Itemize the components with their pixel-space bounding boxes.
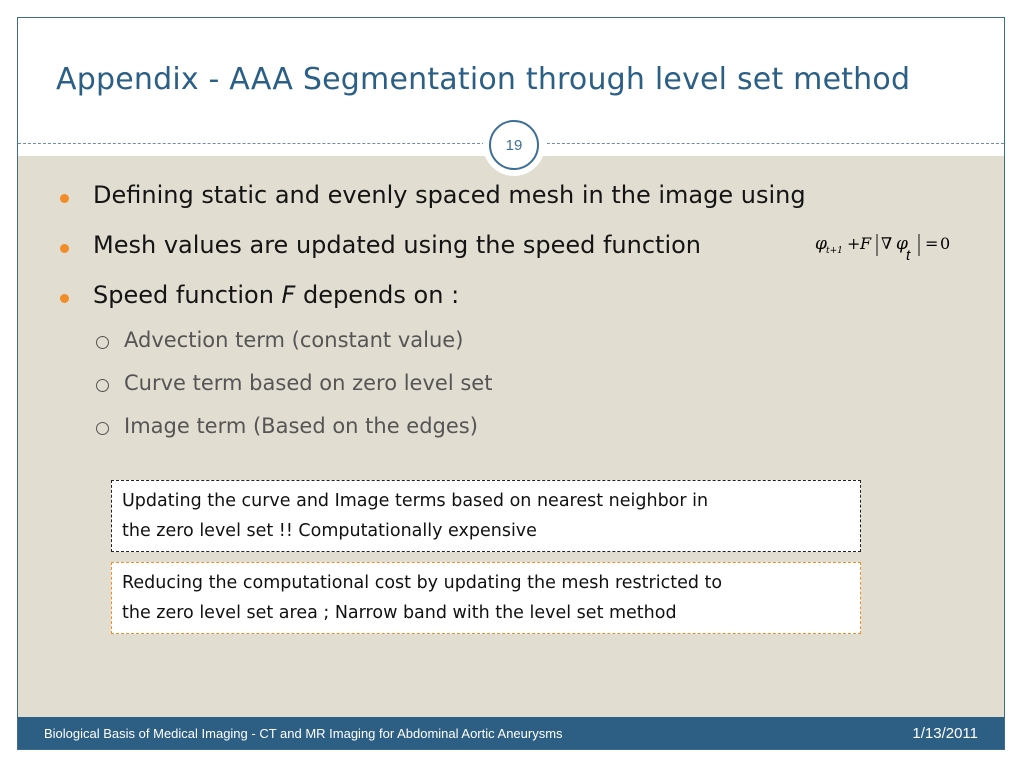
- sub-bullet-text: Curve term based on zero level set: [124, 371, 493, 395]
- note-box-line: Updating the curve and Image terms based on nearest neighbor in: [122, 491, 709, 511]
- formula-phi-2: φ: [896, 234, 908, 254]
- bullet-dot-icon: [60, 194, 69, 203]
- sub-bullet-text: Advection term (constant value): [124, 328, 464, 352]
- formula-equals: =: [925, 234, 939, 253]
- formula-phi: φ: [815, 234, 827, 254]
- sub-bullet-text: Image term (Based on the edges): [124, 414, 478, 438]
- footer-bar: [18, 717, 1004, 750]
- level-set-formula: [813, 232, 963, 272]
- slide: [17, 17, 1005, 750]
- formula-subscript-t: t: [906, 247, 911, 264]
- bullet-text: Speed function: [93, 281, 282, 309]
- formula-nabla: ∇: [881, 234, 893, 253]
- note-box-line: Reducing the computational cost by updating the mesh restricted to: [122, 573, 723, 593]
- bullet-text-suffix: depends on :: [295, 281, 460, 309]
- note-box-expensive: [111, 480, 861, 552]
- formula-subscript-t1: t+1: [826, 246, 843, 256]
- bullet-italic-text: F: [281, 281, 296, 309]
- bullet-dot-icon: [60, 294, 69, 303]
- sub-bullet-ring-icon: [96, 422, 109, 435]
- note-box-line: the zero level set !! Computationally expensive: [122, 521, 537, 541]
- footer-course-title: Biological Basis of Medical Imaging - CT and MR Imaging for Abdominal Aortic Aneurysms: [44, 726, 563, 741]
- bullet-dot-icon: [60, 244, 69, 253]
- page-number: 19: [489, 120, 539, 170]
- note-box-narrow-band: [111, 562, 861, 634]
- footer-date: 1/13/2011: [912, 725, 978, 742]
- formula-plus: +: [847, 234, 861, 253]
- sub-bullet-ring-icon: [96, 336, 109, 349]
- bullet-text: Mesh values are updated using the speed function: [93, 231, 702, 259]
- bullet-text: Defining static and evenly spaced mesh in the image using: [93, 181, 806, 209]
- sub-bullet-ring-icon: [96, 379, 109, 392]
- note-box-line: the zero level set area ; Narrow band with the level set method: [122, 603, 677, 623]
- formula-zero: 0: [940, 234, 951, 253]
- page-number-badge: [483, 114, 545, 176]
- slide-title: Appendix - AAA Segmentation through level set method: [56, 62, 911, 97]
- formula-F: F: [860, 234, 872, 253]
